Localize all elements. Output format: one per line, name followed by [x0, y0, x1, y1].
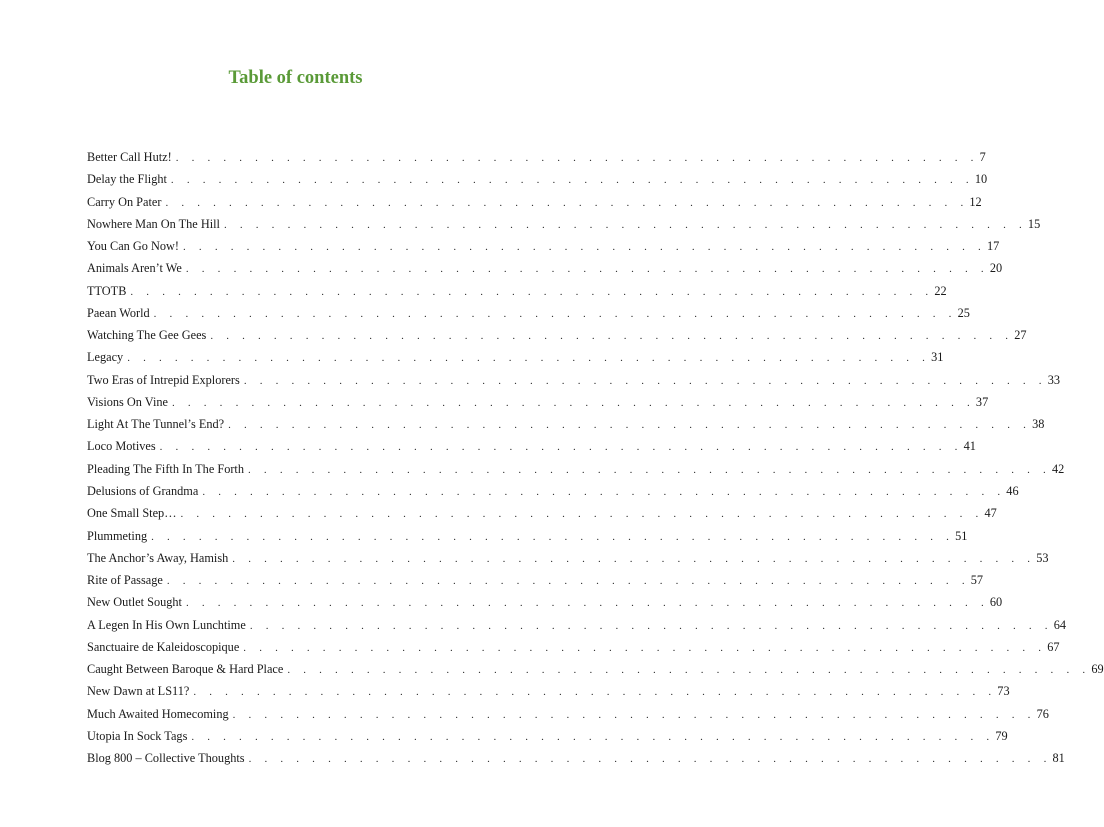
dot-leader: . . . . . . . . . . . . . . . . . . . . . . . . . . . . . . . . . . . . . . . . . . . . . . . . . . . [249, 619, 1053, 632]
toc-entry[interactable] [87, 369, 1061, 391]
toc-entry-page: 51 [955, 528, 968, 543]
toc-entry-page: 41 [963, 439, 976, 454]
toc-entry-title: TTOTB [87, 283, 127, 298]
toc-entry-title: A Legen In His Own Lunchtime [87, 617, 246, 632]
dot-leader: . . . . . . . . . . . . . . . . . . . . . . . . . . . . . . . . . . . . . . . . . . . . . . . . . . . [243, 374, 1047, 387]
toc-entry-title: Pleading The Fifth In The Forth [87, 461, 245, 476]
toc-entry-title: Light At The Tunnel’s End? [87, 417, 225, 432]
toc-entry-page: 67 [1047, 639, 1060, 654]
toc-entry-title: Plummeting [87, 528, 148, 543]
toc-entry[interactable] [87, 191, 982, 213]
page-title: Table of contents [228, 68, 363, 88]
toc-entry-title: Paean World [87, 305, 150, 320]
dot-leader: . . . . . . . . . . . . . . . . . . . . . . . . . . . . . . . . . . . . . . . . . . . . . . . . . . . [183, 241, 986, 254]
toc-entry-title: One Small Step… [87, 506, 177, 521]
toc-entry[interactable] [87, 257, 1003, 279]
dot-leader: . . . . . . . . . . . . . . . . . . . . . . . . . . . . . . . . . . . . . . . . . . . . . . . . . . . [153, 307, 957, 320]
toc-entry[interactable] [87, 146, 986, 168]
toc-entry-page: 42 [1051, 461, 1065, 476]
toc-entry[interactable] [87, 725, 1008, 747]
toc-entry[interactable] [87, 547, 1049, 569]
dot-leader: . . . . . . . . . . . . . . . . . . . . . . . . . . . . . . . . . . . . . . . . . . . . . . . . . . . [185, 597, 989, 610]
toc-entry[interactable] [87, 703, 1049, 725]
toc-entry-title: Nowhere Man On The Hill [87, 216, 220, 231]
dot-leader: . . . . . . . . . . . . . . . . . . . . . . . . . . . . . . . . . . . . . . . . . . . . . . . . . . . [171, 396, 975, 409]
toc-entry-title: Visions On Vine [87, 394, 168, 409]
toc-entry-title: New Outlet Sought [87, 595, 182, 610]
toc-entry-page: 10 [974, 172, 988, 187]
toc-entry[interactable] [87, 636, 1060, 658]
toc-entry-title: Two Eras of Intrepid Explorers [87, 372, 240, 387]
toc-entry-page: 37 [975, 394, 989, 409]
toc-entry-title: Delusions of Grandma [87, 483, 199, 498]
toc-entry[interactable] [87, 168, 988, 190]
toc-entry-page: 57 [970, 573, 984, 588]
toc-entry-title: Blog 800 – Collective Thoughts [87, 751, 245, 766]
dot-leader: . . . . . . . . . . . . . . . . . . . . . . . . . . . . . . . . . . . . . . . . . . . . . . . . . . . [223, 218, 1027, 231]
toc-entry[interactable] [87, 235, 1000, 257]
toc-entry[interactable] [87, 280, 947, 302]
toc-entry[interactable] [87, 391, 989, 413]
dot-leader: . . . . . . . . . . . . . . . . . . . . . . . . . . . . . . . . . . . . . . . . . . . . . . . . . . . [166, 575, 970, 588]
toc-entry[interactable] [87, 346, 944, 368]
dot-leader: . . . . . . . . . . . . . . . . . . . . . . . . . . . . . . . . . . . . . . . . . . . . . . . . . . . [243, 641, 1047, 654]
dot-leader: . . . . . . . . . . . . . . . . . . . . . . . . . . . . . . . . . . . . . . . . . . . . . . . . . . . [159, 441, 963, 454]
toc-entry[interactable] [87, 435, 976, 457]
dot-leader: . . . . . . . . . . . . . . . . . . . . . . . . . . . . . . . . . . . . . . . . . . . . . . . . . . . [232, 552, 1036, 565]
toc-entry[interactable] [87, 324, 1027, 346]
toc-entry-page: 69 [1091, 662, 1104, 677]
toc-entry[interactable] [87, 502, 997, 524]
toc-entry-title: The Anchor’s Away, Hamish [87, 550, 229, 565]
toc-entry-page: 47 [984, 506, 997, 521]
toc-entry-page: 38 [1032, 417, 1045, 432]
dot-leader: . . . . . . . . . . . . . . . . . . . . . . . . . . . . . . . . . . . . . . . . . . . . . . . . . . . [180, 508, 984, 521]
toc-entry[interactable] [87, 614, 1067, 636]
toc-entry-title: Much Awaited Homecoming [87, 706, 229, 721]
toc-entry-title: Animals Aren’t We [87, 261, 182, 276]
toc-entry[interactable] [87, 458, 1065, 480]
toc-entry[interactable] [87, 680, 1010, 702]
toc-entry[interactable] [87, 591, 1003, 613]
toc-entry[interactable] [87, 413, 1045, 435]
dot-leader: . . . . . . . . . . . . . . . . . . . . . . . . . . . . . . . . . . . . . . . . . . . . . . . . . . . [248, 753, 1052, 766]
toc-entry-page: 64 [1053, 617, 1067, 632]
toc-entry-title: Caught Between Baroque & Hard Place [87, 662, 284, 677]
toc-entry-page: 20 [989, 261, 1003, 276]
toc-entry[interactable] [87, 747, 1065, 769]
toc-entry-title: Better Call Hutz! [87, 150, 172, 164]
dot-leader: . . . . . . . . . . . . . . . . . . . . . . . . . . . . . . . . . . . . . . . . . . . . . . . . . . . [165, 196, 969, 209]
toc-entry-title: Carry On Pater [87, 194, 162, 209]
toc-entry-title: New Dawn at LS11? [87, 684, 190, 699]
toc-entry-page: 17 [986, 239, 1000, 254]
toc-entry-page: 53 [1036, 550, 1049, 565]
toc-entry-page: 27 [1014, 328, 1027, 343]
toc-entry-title: Rite of Passage [87, 573, 163, 588]
toc-entry-page: 60 [989, 595, 1003, 610]
toc-entry-page: 31 [931, 350, 944, 365]
toc-entry-title: Sanctuaire de Kaleidoscopique [87, 639, 240, 654]
toc-entry-page: 46 [1006, 483, 1019, 498]
table-of-contents [87, 146, 1104, 769]
toc-entry-page: 22 [934, 283, 947, 298]
toc-entry[interactable] [87, 302, 970, 324]
toc-entry-title: You Can Go Now! [87, 239, 180, 254]
toc-entry-page: 7 [979, 150, 986, 164]
toc-entry[interactable] [87, 569, 984, 591]
toc-entry-title: Loco Motives [87, 439, 156, 454]
dot-leader: . . . . . . . . . . . . . . . . . . . . . . . . . . . . . . . . . . . . . . . . . . . . . . . . . . . [210, 330, 1014, 343]
toc-entry-page: 15 [1027, 216, 1041, 231]
dot-leader: . . . . . . . . . . . . . . . . . . . . . . . . . . . . . . . . . . . . . . . . . . . . . . . . . . . [130, 285, 934, 298]
dot-leader: . . . . . . . . . . . . . . . . . . . . . . . . . . . . . . . . . . . . . . . . . . . . . . . . . . . [191, 730, 995, 743]
toc-entry-page: 79 [995, 728, 1008, 743]
dot-leader: . . . . . . . . . . . . . . . . . . . . . . . . . . . . . . . . . . . . . . . . . . . . . . . . . . . [175, 152, 979, 164]
toc-entry-page: 81 [1052, 751, 1065, 766]
toc-entry-page: 73 [997, 684, 1010, 699]
dot-leader: . . . . . . . . . . . . . . . . . . . . . . . . . . . . . . . . . . . . . . . . . . . . . . . . . . . [127, 352, 931, 365]
toc-entry-page: 33 [1047, 372, 1061, 387]
dot-leader: . . . . . . . . . . . . . . . . . . . . . . . . . . . . . . . . . . . . . . . . . . . . . . . . . . . [151, 530, 955, 543]
dot-leader: . . . . . . . . . . . . . . . . . . . . . . . . . . . . . . . . . . . . . . . . . . . . . . . . . . . [185, 263, 989, 276]
toc-entry-title: Watching The Gee Gees [87, 328, 207, 343]
toc-entry-page: 25 [957, 305, 970, 320]
toc-entry[interactable] [87, 213, 1041, 235]
toc-entry[interactable] [87, 525, 968, 547]
toc-entry-page: 12 [969, 194, 982, 209]
toc-entry-title: Legacy [87, 350, 124, 365]
toc-entry-title: Utopia In Sock Tags [87, 728, 188, 743]
dot-leader: . . . . . . . . . . . . . . . . . . . . . . . . . . . . . . . . . . . . . . . . . . . . . . . . . . . [202, 485, 1006, 498]
dot-leader: . . . . . . . . . . . . . . . . . . . . . . . . . . . . . . . . . . . . . . . . . . . . . . . . . . . [193, 686, 997, 699]
dot-leader: . . . . . . . . . . . . . . . . . . . . . . . . . . . . . . . . . . . . . . . . . . . . . . . . . . . [287, 664, 1091, 677]
dot-leader: . . . . . . . . . . . . . . . . . . . . . . . . . . . . . . . . . . . . . . . . . . . . . . . . . . . [170, 174, 974, 187]
toc-entry[interactable] [87, 658, 1104, 680]
dot-leader: . . . . . . . . . . . . . . . . . . . . . . . . . . . . . . . . . . . . . . . . . . . . . . . . . . . [232, 708, 1036, 721]
toc-entry-title: Delay the Flight [87, 172, 167, 187]
toc-entry-page: 76 [1036, 706, 1049, 721]
toc-entry[interactable] [87, 480, 1019, 502]
dot-leader: . . . . . . . . . . . . . . . . . . . . . . . . . . . . . . . . . . . . . . . . . . . . . . . . . . . [248, 463, 1051, 476]
dot-leader: . . . . . . . . . . . . . . . . . . . . . . . . . . . . . . . . . . . . . . . . . . . . . . . . . . . [228, 419, 1032, 432]
